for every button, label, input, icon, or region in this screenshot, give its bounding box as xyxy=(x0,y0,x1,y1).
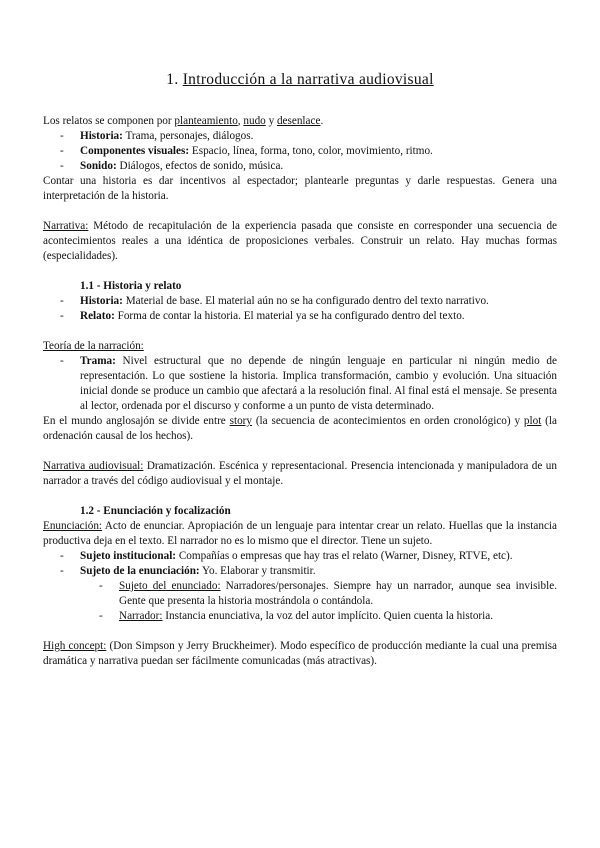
sep: , xyxy=(237,115,244,127)
anglo-text: En el mundo anglosajón se divide entre xyxy=(43,415,230,427)
item-text: Trama, personajes, diálogos. xyxy=(122,130,254,142)
contar-paragraph: Contar una historia es dar incentivos al espectador; plantearle preguntas y darle respuestas. Genera una interpretación de la historia. xyxy=(43,175,557,202)
high-concept-paragraph xyxy=(43,639,557,669)
historia-relato-list xyxy=(43,294,557,324)
item-label: Componentes visuales: xyxy=(80,145,190,157)
term-story: story xyxy=(229,415,252,427)
term-planteamiento: planteamiento xyxy=(174,115,238,127)
list-item xyxy=(43,609,557,624)
teoria-list xyxy=(43,354,557,414)
enunciacion-term: Enunciación: xyxy=(43,520,103,532)
item-text: Nivel estructural que no depende de ningún lenguaje en particular ni ningún medio de representación. Lo que sostiene la historia. Implica transformación, cambio y evolución. Una situación inicial donde se produce un cambio que afectará a la resolución final. Al final está el mensaje. Se presenta al lector, ordenada por el discurso y conforme a un punto de vista determinado. xyxy=(80,355,557,412)
item-text: Forma de contar la historia. El material ya se ha configurado dentro del texto. xyxy=(114,310,465,322)
item-label: Relato: xyxy=(80,310,115,322)
title-number: 1. xyxy=(166,71,179,88)
document-page xyxy=(43,70,557,669)
narrativa-paragraph xyxy=(43,219,557,264)
term-desenlace: desenlace xyxy=(276,115,321,127)
item-text: Instancia enunciativa, la voz del autor implícito. Quien cuenta la historia. xyxy=(162,610,494,622)
item-label: Trama: xyxy=(80,355,116,367)
anglo-paragraph xyxy=(43,414,557,444)
sujetos-list xyxy=(43,549,557,579)
item-label: Sujeto institucional: xyxy=(80,550,177,562)
list-item xyxy=(43,354,557,414)
anglo-text: (la ordenación causal de los hechos). xyxy=(43,415,557,442)
title-text: Introducción a la narrativa audiovisual xyxy=(182,71,434,88)
term-nudo: nudo xyxy=(243,115,266,127)
anglo-text: (la secuencia de acontecimientos en orden cronológico) y xyxy=(251,415,524,427)
teoria-term: Teoría de la narración: xyxy=(43,340,144,352)
list-item xyxy=(43,579,557,609)
item-text: Yo. Elaborar y transmitir. xyxy=(199,565,316,577)
list-item xyxy=(43,159,557,174)
item-text: Material de base. El material aún no se ha configurado dentro del texto narrativo. xyxy=(122,295,489,307)
components-list xyxy=(43,129,557,174)
item-term: Narrador: xyxy=(119,610,163,622)
item-label: Historia: xyxy=(80,130,123,142)
narrativa-audiovisual-term: Narrativa audiovisual: xyxy=(43,460,144,472)
item-text: Diálogos, efectos de sonido, música. xyxy=(116,160,284,172)
item-text: Compañías o empresas que hay tras el relato (Warner, Disney, RTVE, etc). xyxy=(176,550,513,562)
term-plot: plot xyxy=(523,415,542,427)
item-term: Sujeto del enunciado: xyxy=(119,580,221,592)
narrativa-audiovisual-paragraph xyxy=(43,459,557,489)
section-heading-1-1: 1.1 - Historia y relato xyxy=(80,280,182,292)
intro-paragraph xyxy=(43,114,557,129)
narrativa-term: Narrativa: xyxy=(43,220,89,232)
intro-text: Los relatos se componen por xyxy=(43,115,175,127)
sep: y xyxy=(265,115,277,127)
list-item xyxy=(43,144,557,159)
narrativa-text: Método de recapitulación de la experiencia pasada que consiste en corresponder una secuencia de acontecimientos reales a una idéntica de proposiciones verbales. Construir un relato. Hay muchas formas (especialidades). xyxy=(43,220,557,262)
list-item xyxy=(43,564,557,579)
item-label: Sonido: xyxy=(80,160,117,172)
list-item xyxy=(43,294,557,309)
page-title xyxy=(43,70,557,90)
enunciacion-paragraph xyxy=(43,519,557,549)
teoria-heading xyxy=(43,339,557,354)
high-concept-term: High concept: xyxy=(43,640,107,652)
enunciacion-text: Acto de enunciar. Apropiación de un lenguaje para intentar crear un relato. Huellas que la instancia productiva deja en el texto. El narrador no es lo mismo que el director. Tiene un sujeto. xyxy=(43,520,557,547)
list-item xyxy=(43,309,557,324)
section-heading-1-2: 1.2 - Enunciación y focalización xyxy=(80,505,231,517)
high-concept-text: (Don Simpson y Jerry Bruckheimer). Modo específico de producción mediante la cual una premisa dramática y narrativa puedan ser fácilmente comunicadas (más atractivas). xyxy=(43,640,557,667)
narrativa-audiovisual-text: Dramatización. Escénica y representacional. Presencia intencionada y manipuladora de un narrador a través del código audiovisual y el montaje. xyxy=(43,460,557,487)
item-text: Espacio, línea, forma, tono, color, movimiento, ritmo. xyxy=(189,145,433,157)
item-label: Historia: xyxy=(80,295,123,307)
sujetos-sublist xyxy=(43,579,557,624)
sep: . xyxy=(320,115,324,127)
list-item xyxy=(43,549,557,564)
item-label: Sujeto de la enunciación: xyxy=(80,565,200,577)
item-text: Narradores/personajes. Siempre hay un narrador, aunque sea invisible. Gente que presenta la historia mostrándola o contándola. xyxy=(119,580,557,607)
list-item xyxy=(43,129,557,144)
